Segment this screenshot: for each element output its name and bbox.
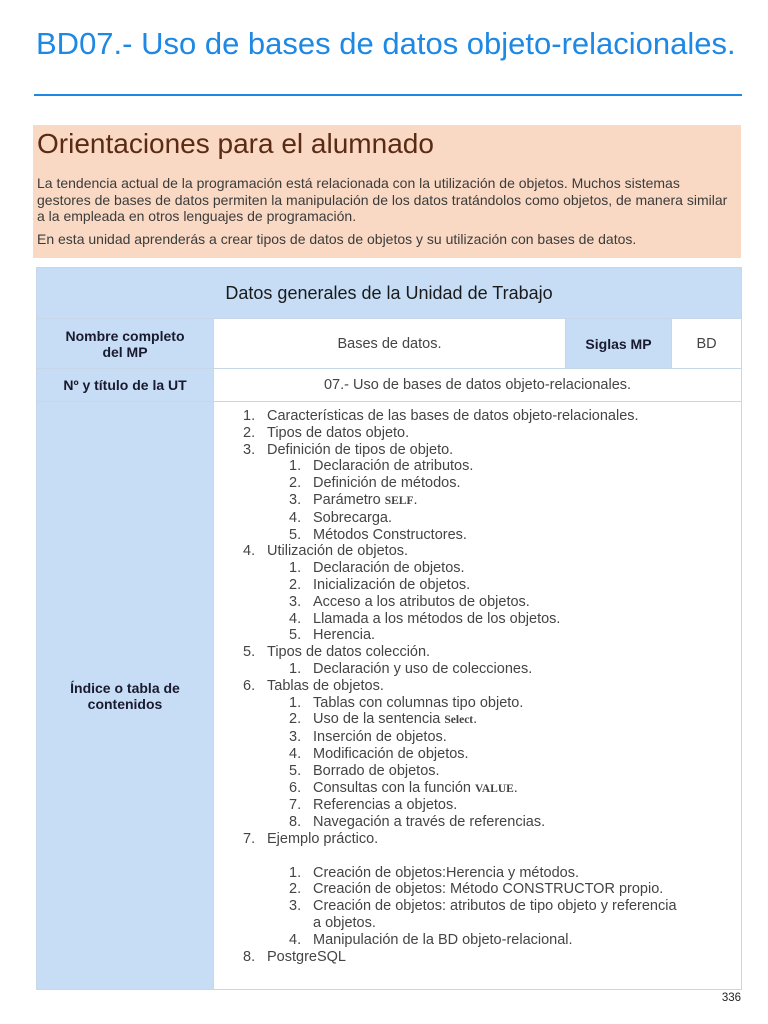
index-item: 6. Tablas de objetos. 1. Tablas con columnas tipo objeto. 2. Uso de la sentencia Select. 3. Inserción de objetos. 4. Modificación de objetos. 5. Borrado de objetos. 6. Consultas con la función VALUE. 7. Referencias a objetos. 8. Navegación a través de referencias. (214, 678, 741, 831)
unit-data-table (36, 267, 742, 990)
index-subitem: 3. Acceso a los atributos de objetos. (289, 593, 530, 610)
index-subitem: 5. Métodos Constructores. (289, 526, 467, 543)
indice-contents (214, 402, 742, 990)
index-item: 7. Ejemplo práctico. 1. Creación de objetos:Herencia y métodos. 2. Creación de objetos: Método CONSTRUCTOR propio. 3. Creación de objetos: atributos de tipo objeto y referencia a objetos. 4. Manipulación de la BD objeto-relacional. (214, 831, 741, 949)
index-subitem: 4. Sobrecarga. (289, 509, 392, 526)
index-item: 2. Tipos de datos objeto. (243, 424, 410, 441)
nombre-mp-label: Nombre completo del MP (37, 319, 214, 369)
index-subitem: 6. Consultas con la función VALUE. (289, 779, 518, 796)
index-item: 3. Definición de tipos de objeto. 1. Declaración de atributos. 2. Definición de métodos. 3. Parámetro SELF. 4. Sobrecarga. 5. Métodos Constructores. (214, 442, 741, 544)
nombre-mp-value: Bases de datos. (214, 319, 566, 369)
index-subitem: 1. Declaración de atributos. (289, 458, 474, 475)
document-title: BD07.- Uso de bases de datos objeto-relacionales. (36, 26, 736, 61)
index-subitem: 2. Definición de métodos. (289, 475, 461, 492)
index-subitem: 1. Creación de objetos:Herencia y métodos. (289, 864, 579, 881)
ut-title-label: Nº y título de la UT (37, 369, 214, 402)
orientaciones-box (33, 125, 741, 258)
index-item: 4. Utilización de objetos. 1. Declaración de objetos. 2. Inicialización de objetos. 3. Acceso a los atributos de objetos. 4. Llamada a los métodos de los objetos. 5. Herencia. (214, 543, 741, 644)
index-subitem: 5. Borrado de objetos. (289, 762, 440, 779)
index-subitem: 3. Parámetro SELF. (289, 491, 418, 508)
index-subitem: 7. Referencias a objetos. (289, 797, 458, 814)
index-subitem: 3. Creación de objetos: atributos de tipo objeto y referencia a objetos. (289, 898, 677, 931)
index-list (214, 408, 741, 965)
index-subitem: 5. Herencia. (289, 627, 376, 644)
orientaciones-heading: Orientaciones para el alumnado (37, 128, 434, 159)
ut-title-value: 07.- Uso de bases de datos objeto-relacionales. (214, 369, 742, 402)
index-subitem: 2. Uso de la sentencia Select. (289, 711, 478, 728)
title-divider (34, 94, 742, 96)
orientaciones-paragraph-1: La tendencia actual de la programación está relacionada con la utilización de objetos. Muchos sistemas gestores de bases de datos permiten la manipulación de los datos tratándolos como objetos, de manera similar a la empleada en otros lenguajes de programación. (37, 175, 728, 224)
index-item: 8. PostgreSQL (243, 948, 346, 965)
index-subitem: 1. Tablas con columnas tipo objeto. (289, 694, 524, 711)
index-subitem: 2. Creación de objetos: Método CONSTRUCTOR propio. (289, 881, 664, 898)
siglas-mp-value: BD (672, 319, 742, 369)
index-item: 1. Características de las bases de datos objeto-relacionales. (243, 408, 639, 424)
index-subitem: 4. Modificación de objetos. (289, 745, 469, 762)
index-subitem: 4. Manipulación de la BD objeto-relacional. (289, 931, 573, 948)
siglas-mp-label: Siglas MP (566, 319, 672, 369)
table-header: Datos generales de la Unidad de Trabajo (37, 268, 742, 319)
index-subitem: 2. Inicialización de objetos. (289, 576, 471, 593)
index-subitem: 8. Navegación a través de referencias. (289, 814, 546, 831)
page-number: 336 (721, 992, 741, 1004)
index-subitem: 4. Llamada a los métodos de los objetos. (289, 610, 561, 627)
index-item: 5. Tipos de datos colección. 1. Declaración y uso de colecciones. (214, 644, 741, 678)
index-subitem: 1. Declaración de objetos. (289, 560, 465, 577)
orientaciones-paragraph-2: En esta unidad aprenderás a crear tipos de datos de objetos y su utilización con bases de datos. (37, 230, 637, 247)
index-subitem: 3. Inserción de objetos. (289, 729, 447, 746)
index-subitem: 1. Declaración y uso de colecciones. (289, 660, 533, 677)
indice-label: Índice o tabla de contenidos (37, 402, 214, 990)
